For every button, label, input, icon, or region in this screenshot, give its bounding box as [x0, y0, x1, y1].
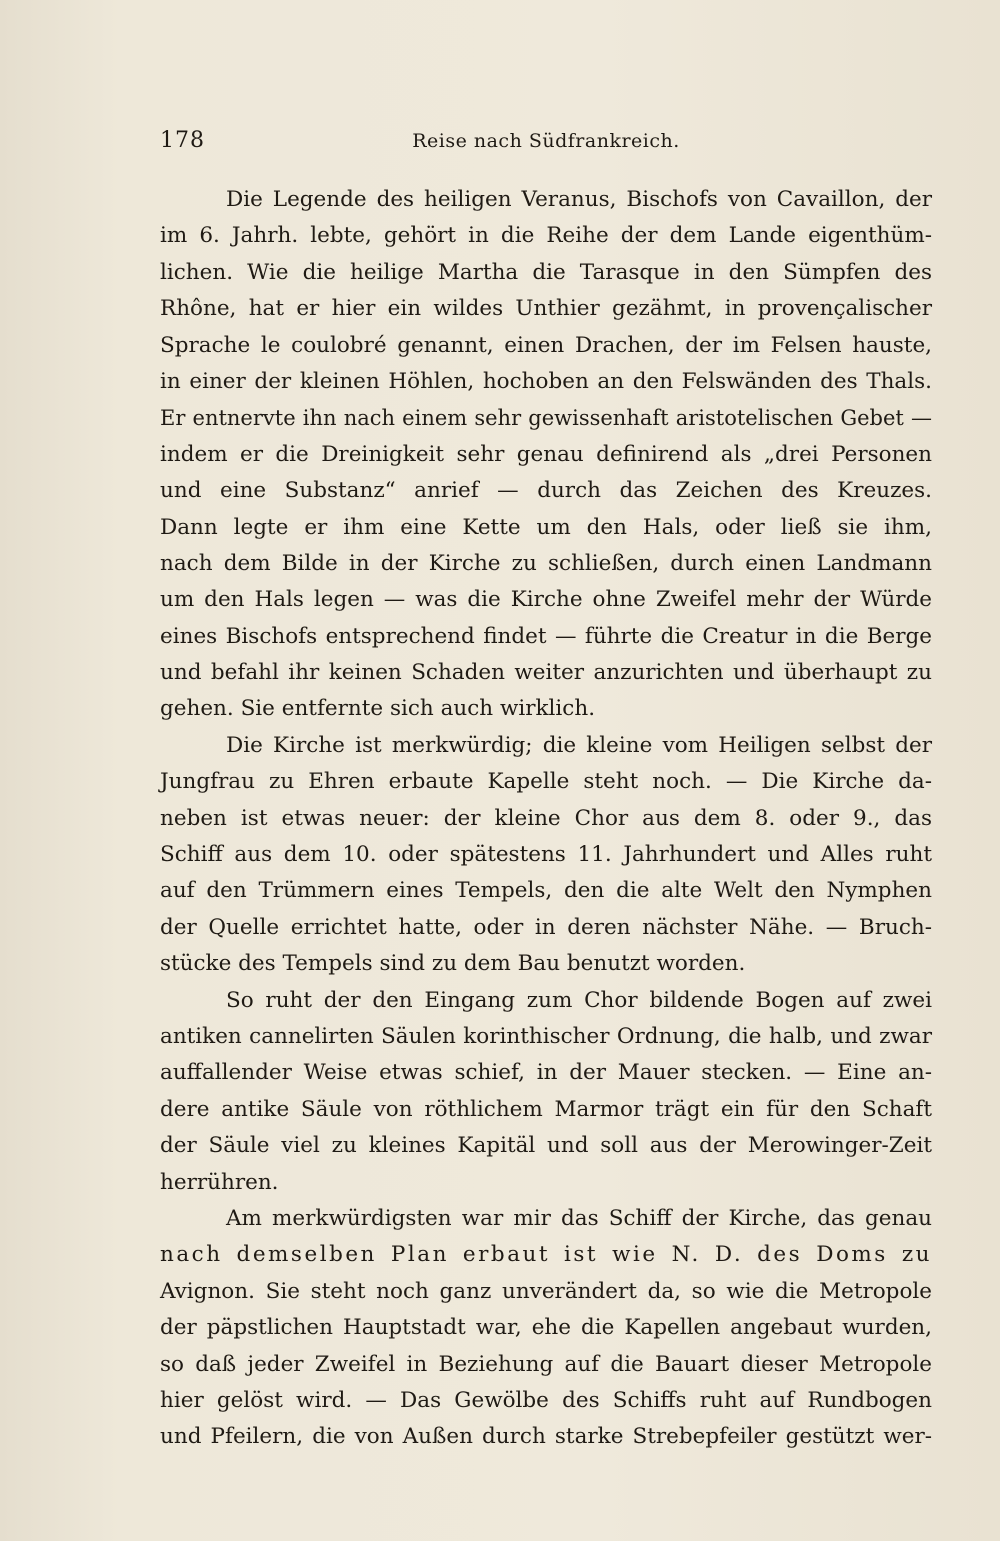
text-line: antiken cannelirten Säulen korinthischer Ordnung, die halb, und zwar — [160, 1023, 932, 1049]
text-line: im 6. Jahrh. lebte, gehört in die Reihe der dem Lande eigenthüm- — [160, 223, 932, 249]
text-line: Rhône, hat er hier ein wildes Unthier gezähmt, in provençalischer — [160, 296, 932, 322]
text-line: indem er die Dreinigkeit sehr genau definirend als „drei Personen — [160, 441, 932, 467]
text-line: der päpstlichen Hauptstadt war, ehe die Kapellen angebaut wurden, — [160, 1315, 932, 1341]
text-line: Avignon. Sie steht noch ganz unverändert da, so wie die Metropole — [160, 1278, 932, 1304]
text-line: in einer der kleinen Höhlen, hochoben an den Felswänden des Thals. — [160, 368, 932, 394]
text-line: Die Kirche ist merkwürdig; die kleine vom Heiligen selbst der — [226, 732, 932, 758]
text-line: Sprache le coulobré genannt, einen Drachen, der im Felsen hauste, — [160, 332, 932, 358]
text-line: Dann legte er ihm eine Kette um den Hals, oder ließ sie ihm, — [160, 514, 932, 540]
body-text — [160, 182, 932, 1456]
text-line: und Pfeilern, die von Außen durch starke Strebepfeiler gestützt wer- — [160, 1424, 932, 1450]
text-line: Jungfrau zu Ehren erbaute Kapelle steht noch. — Die Kirche da- — [160, 769, 932, 795]
text-line: Die Legende des heiligen Veranus, Bischofs von Cavaillon, der — [226, 187, 932, 212]
text-line: so daß jeder Zweifel in Beziehung auf die Bauart dieser Metropole — [160, 1351, 932, 1377]
text-line: lichen. Wie die heilige Martha die Tarasque in den Sümpfen des — [160, 259, 932, 285]
text-line: neben ist etwas neuer: der kleine Chor aus dem 8. oder 9., das — [160, 805, 932, 831]
text-line: auf den Trümmern eines Tempels, den die alte Welt den Nymphen — [160, 878, 932, 904]
text-line: hier gelöst wird. — Das Gewölbe des Schiffs ruht auf Rundbogen — [160, 1387, 932, 1413]
text-line: und eine Substanz“ anrief — durch das Zeichen des Kreuzes. — [160, 478, 932, 504]
page-number: 178 — [160, 128, 205, 153]
text-line: um den Hals legen — was die Kirche ohne Zweifel mehr der Würde — [160, 587, 932, 613]
text-line: nach demselben Plan erbaut ist wie N. D. des Doms zu — [160, 1242, 932, 1268]
text-line: dere antike Säule von röthlichem Marmor trägt ein für den Schaft — [160, 1096, 932, 1122]
text-line: der Säule viel zu kleines Kapitäl und soll aus der Merowinger-Zeit — [160, 1133, 932, 1159]
page-header — [160, 128, 932, 158]
text-line: der Quelle errichtet hatte, oder in deren nächster Nähe. — Bruch- — [160, 914, 932, 940]
text-line: So ruht der den Eingang zum Chor bildende Bogen auf zwei — [226, 987, 932, 1013]
text-line: Er entnervte ihn nach einem sehr gewissenhaft aristotelischen Gebet — — [160, 406, 932, 431]
text-line: und befahl ihr keinen Schaden weiter anzurichten und überhaupt zu — [160, 660, 932, 686]
text-line: nach dem Bilde in der Kirche zu schließen, durch einen Landmann — [160, 550, 932, 576]
text-line: Schiff aus dem 10. oder spätestens 11. Jahrhundert und Alles ruht — [160, 842, 932, 868]
text-line: stücke des Tempels sind zu dem Bau benutzt worden. — [160, 951, 746, 977]
running-title: Reise nach Südfrankreich. — [412, 130, 680, 152]
text-line: eines Bischofs entsprechend findet — führte die Creatur in die Berge — [160, 623, 932, 649]
text-line: auffallender Weise etwas schief, in der Mauer stecken. — Eine an- — [160, 1060, 932, 1086]
text-line: Am merkwürdigsten war mir das Schiff der Kirche, das genau — [226, 1205, 932, 1231]
text-line: gehen. Sie entfernte sich auch wirklich. — [160, 696, 596, 722]
text-line: herrühren. — [160, 1169, 279, 1195]
